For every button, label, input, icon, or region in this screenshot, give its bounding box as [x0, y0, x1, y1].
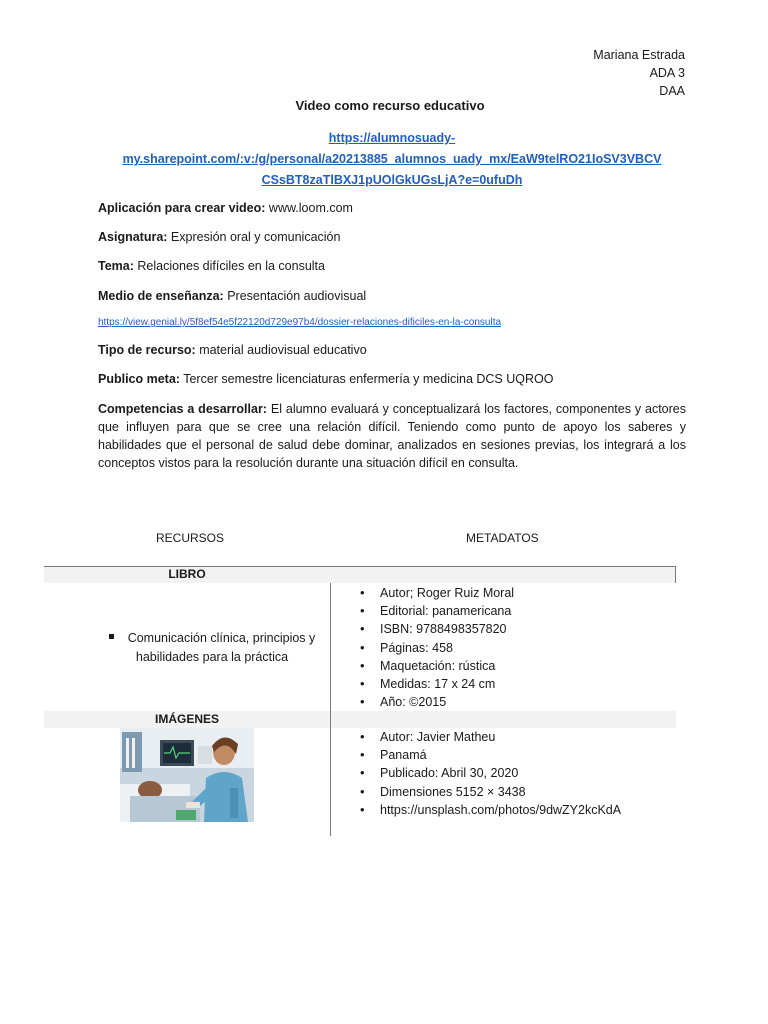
field-label: Competencias a desarrollar:: [98, 402, 267, 416]
field-tipo: [98, 342, 688, 359]
metadata-item: • ISBN: 9788498357820: [354, 620, 514, 638]
field-value: El alumno evaluará y conceptualizará los factores, componentes y actores que influyen para que se cree una relación difícil. Teniendo como punto de apoyo los saberes y habilidades que el personal de salud debe dominar, analizados en sesiones previas, los integrará a los conceptos vistos para la resolución durante una situación difícil en consulta.: [98, 402, 686, 470]
imagenes-metadata-list: [354, 728, 621, 819]
resource-libro: [92, 629, 332, 667]
video-link[interactable]: [92, 128, 692, 191]
field-label: Medio de enseñanza:: [98, 289, 224, 303]
field-value: Tercer semestre licenciaturas enfermería y medicina DCS UQROO: [179, 372, 554, 386]
genially-link[interactable]: https://view.genial.ly/5f8ef54e5f22120d729e97b4/dossier-relaciones-dificiles-en-la-consulta: [98, 317, 502, 328]
field-value: Relaciones difíciles en la consulta: [133, 259, 325, 273]
resource-libro-line-2: habilidades para la práctica: [135, 650, 289, 664]
metadata-item: • Editorial: panamericana: [354, 602, 514, 620]
field-value: Expresión oral y comunicación: [167, 230, 341, 244]
resource-libro-line-1: Comunicación clínica, principios y: [92, 629, 332, 648]
header-block: [593, 46, 685, 100]
video-link-line-2[interactable]: my.sharepoint.com/:v:/g/personal/a20213885_alumnos_uady_mx/EaW9telRO21IoSV3VBCV: [122, 152, 662, 166]
column-header-recursos: RECURSOS: [156, 531, 225, 545]
metadata-item: • Medidas: 17 x 24 cm: [354, 675, 514, 693]
section-label-libro: LIBRO: [168, 567, 206, 581]
field-aplicacion: [98, 200, 688, 217]
section-band-imagenes: [44, 711, 676, 728]
video-link-line-3[interactable]: CSsBT8zaTlBXJ1pUOlGkUGsLjA?e=0ufuDh: [261, 173, 523, 187]
nurse-patient-illustration: [120, 728, 254, 822]
field-value: material audiovisual educativo: [195, 343, 367, 357]
metadata-item: • Maquetación: rústica: [354, 657, 514, 675]
nurse-patient-photo: [120, 728, 254, 822]
field-label: Tipo de recurso:: [98, 343, 196, 357]
field-value: Presentación audiovisual: [223, 289, 367, 303]
video-link-line-1[interactable]: https://alumnosuady-: [328, 131, 456, 145]
field-competencias: [98, 400, 686, 472]
metadata-item: • Panamá: [354, 746, 621, 764]
document-title: Video como recurso educativo: [295, 98, 485, 113]
section-band-libro: [44, 566, 676, 583]
course-label: DAA: [659, 84, 685, 98]
metadata-item: • Publicado: Abril 30, 2020: [354, 764, 621, 782]
square-bullet-icon: [109, 634, 114, 639]
field-publico: [98, 371, 688, 388]
metadata-item: • Dimensiones 5152 × 3438: [354, 783, 621, 801]
author-name: Mariana Estrada: [593, 48, 685, 62]
activity-label: ADA 3: [649, 66, 685, 80]
field-label: Aplicación para crear video:: [98, 201, 266, 215]
metadata-item: • Año: ©2015: [354, 693, 514, 711]
metadata-item: • Autor; Roger Ruiz Moral: [354, 584, 514, 602]
libro-metadata-list: [354, 584, 514, 711]
column-divider: [330, 711, 331, 836]
column-header-metadatos: METADATOS: [466, 531, 539, 545]
field-label: Tema:: [98, 259, 134, 273]
field-value: www.loom.com: [265, 201, 353, 215]
field-label: Publico meta:: [98, 372, 180, 386]
field-asignatura: [98, 229, 688, 246]
field-medio: [98, 288, 688, 305]
metadata-item: • Páginas: 458: [354, 639, 514, 657]
metadata-item: • Autor: Javier Matheu: [354, 728, 621, 746]
field-label: Asignatura:: [98, 230, 168, 244]
metadata-item: • https://unsplash.com/photos/9dwZY2kcKdA: [354, 801, 621, 819]
field-tema: [98, 258, 688, 275]
section-label-imagenes: IMÁGENES: [154, 712, 219, 726]
table-top-border: [44, 566, 676, 567]
table-right-border: [675, 566, 676, 583]
